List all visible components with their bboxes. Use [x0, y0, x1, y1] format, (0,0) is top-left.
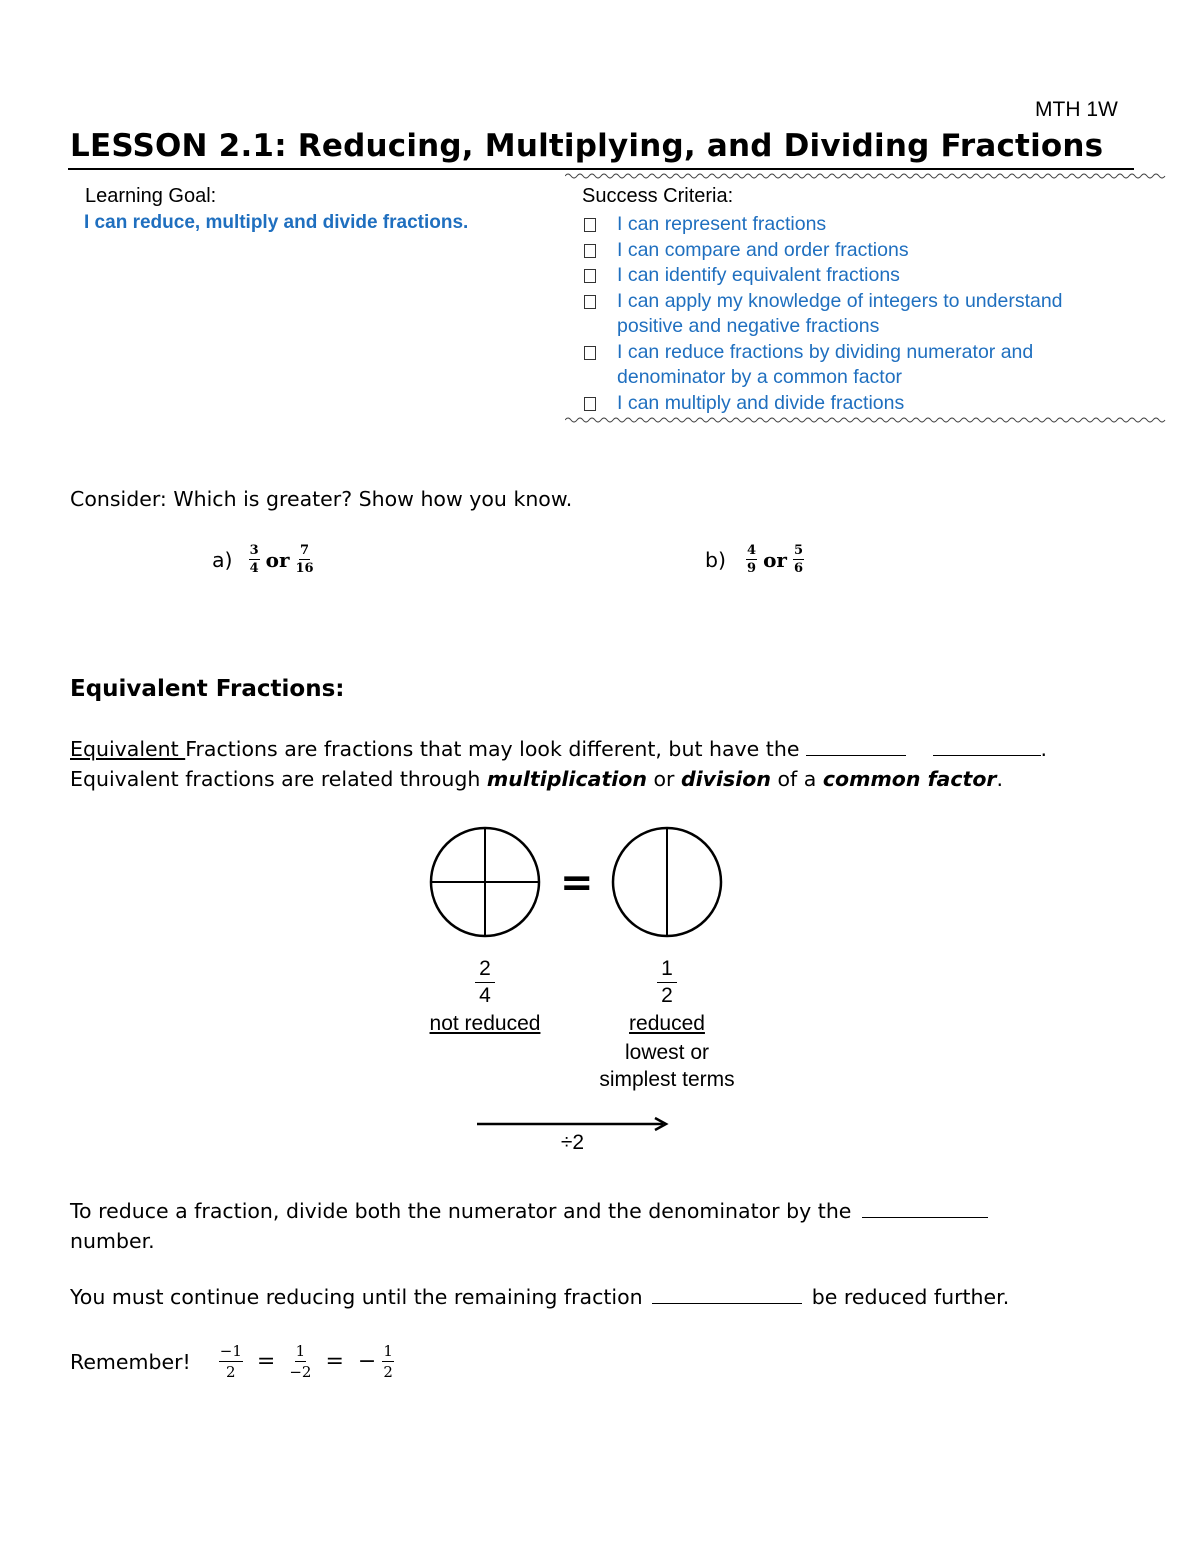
equivalent-definition	[70, 737, 1047, 761]
fraction	[296, 543, 314, 576]
numerator: 4	[747, 543, 757, 558]
denominator: 2	[661, 984, 673, 1007]
equivalent-relation	[70, 767, 1003, 791]
checkbox-icon[interactable]	[584, 244, 596, 258]
wavy-border-top	[565, 172, 1170, 180]
question-b	[705, 543, 804, 576]
criteria-text: I can compare and order fractions	[617, 238, 909, 261]
remember-label: Remember!	[70, 1349, 191, 1374]
blank-line[interactable]	[652, 1302, 802, 1304]
equals-sign: =	[256, 1349, 276, 1374]
text: .	[996, 767, 1004, 791]
denominator: 9	[747, 561, 757, 576]
numerator: 3	[249, 543, 259, 558]
denominator: 6	[793, 561, 803, 576]
blank-line[interactable]	[933, 754, 1041, 756]
continue-reducing	[70, 1285, 1009, 1309]
criteria-text: I can identify equivalent fractions	[617, 264, 900, 286]
remember-equation	[70, 1342, 394, 1381]
fraction	[249, 543, 260, 576]
text: or	[646, 767, 681, 791]
emphasis-multiplication: multiplication	[486, 767, 647, 791]
section-heading: Equivalent Fractions:	[70, 676, 345, 702]
equals-sign: =	[560, 860, 594, 906]
text: To reduce a fraction, divide both the numerator and the denominator by the	[70, 1199, 852, 1223]
fraction	[289, 1342, 311, 1381]
fraction	[746, 543, 757, 576]
question-b-label: b)	[705, 547, 727, 572]
definition-text: Fractions are fractions that may look different, but have the	[185, 737, 800, 761]
minus-sign: −	[357, 1349, 377, 1374]
success-criteria-label: Success Criteria:	[582, 185, 734, 207]
denominator: 4	[479, 984, 491, 1007]
lowest-caption: lowest or	[624, 1041, 710, 1064]
blank-line[interactable]	[806, 754, 906, 756]
left-fraction	[420, 956, 550, 1039]
text: be reduced further.	[811, 1285, 1010, 1309]
divide-by-two-label: ÷2	[560, 1131, 585, 1154]
reduce-rule-line2: number.	[70, 1229, 155, 1253]
circle-halves-icon	[613, 828, 721, 936]
numerator: 7	[300, 543, 310, 558]
criteria-item	[582, 340, 1142, 391]
checkbox-icon[interactable]	[584, 397, 596, 411]
reduce-rule-line1	[70, 1199, 988, 1223]
text: Equivalent fractions are related through	[70, 767, 487, 791]
learning-goal-label: Learning Goal:	[85, 185, 217, 207]
checkbox-icon[interactable]	[584, 295, 596, 309]
numerator: 1	[295, 1342, 306, 1360]
criteria-text: I can multiply and divide fractions	[617, 391, 905, 414]
denominator: −2	[289, 1363, 312, 1381]
or-word: or	[265, 547, 290, 572]
emphasis-common-factor: common factor	[822, 767, 997, 791]
fraction	[382, 1342, 394, 1381]
criteria-item	[582, 289, 1142, 340]
title-underline	[68, 168, 1134, 170]
criteria-text-cont: positive and negative fractions	[617, 315, 880, 337]
question-a	[212, 543, 314, 576]
checkbox-icon[interactable]	[584, 218, 596, 232]
numerator: 5	[793, 543, 803, 558]
criteria-text: I can represent fractions	[617, 213, 827, 235]
question-a-label: a)	[212, 547, 233, 572]
reduced-caption: reduced	[629, 1012, 705, 1035]
numerator: 1	[661, 957, 673, 980]
denominator: 4	[249, 561, 259, 576]
denominator: 2	[226, 1363, 236, 1381]
numerator: 2	[479, 957, 491, 980]
fraction	[793, 543, 804, 576]
criteria-text: I can reduce fractions by dividing numerator and	[617, 340, 1034, 363]
denominator: 16	[295, 561, 314, 576]
criteria-item	[582, 238, 1142, 264]
consider-prompt: Consider: Which is greater? Show how you know.	[70, 487, 573, 511]
checkbox-icon[interactable]	[584, 269, 596, 283]
course-code: MTH 1W	[1035, 98, 1118, 121]
not-reduced-caption: not reduced	[429, 1012, 541, 1035]
or-word: or	[763, 547, 787, 572]
emphasis-division: division	[680, 767, 771, 791]
criteria-item	[582, 212, 1142, 238]
learning-goal-text: I can reduce, multiply and divide fractions.	[84, 212, 469, 233]
criteria-item	[582, 391, 1142, 417]
numerator: −1	[219, 1342, 242, 1360]
numerator: 1	[383, 1342, 393, 1360]
criteria-item	[582, 263, 1142, 289]
period: .	[1040, 737, 1048, 761]
text: of a	[770, 767, 823, 791]
circle-quarters-icon	[431, 828, 539, 936]
underlined-term: Equivalent	[70, 737, 186, 761]
right-fraction	[582, 956, 752, 1093]
criteria-text: I can apply my knowledge of integers to understand	[617, 289, 1063, 312]
blank-line[interactable]	[862, 1216, 988, 1218]
equals-sign: =	[325, 1349, 344, 1374]
fraction	[219, 1342, 243, 1381]
denominator: 2	[383, 1363, 393, 1381]
simplest-caption: simplest terms	[599, 1068, 735, 1091]
success-criteria-list	[582, 212, 1142, 416]
criteria-text-cont: denominator by a common factor	[617, 366, 903, 388]
lesson-title: LESSON 2.1: Reducing, Multiplying, and Dividing Fractions	[70, 128, 1104, 164]
wavy-border-bottom	[565, 416, 1170, 424]
text: You must continue reducing until the remaining fraction	[70, 1285, 643, 1309]
checkbox-icon[interactable]	[584, 346, 596, 360]
